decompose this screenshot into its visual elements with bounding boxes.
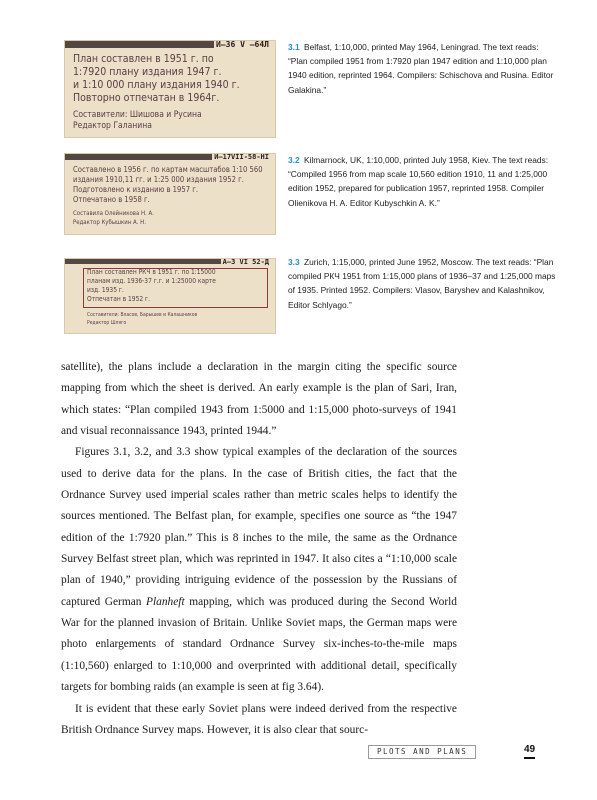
figure-text-line: изд. 1935 г. <box>87 286 124 294</box>
figure-tape <box>65 41 215 48</box>
figure-tape-label: И–36 V –64Л <box>216 40 269 49</box>
caption-number: 3.1 <box>288 42 300 52</box>
body-paragraph-2-part-a: Figures 3.1, 3.2, and 3.3 show typical examples of the declaration of the sources used to derive data for the plans. In the case of British cities, the fact that the Ordnance Survey used imperial scales rather than metric scales helps to identify the sources mentioned. The Belfast plan, for example, specifies one source as “the 1947 edition of the 1:7920 plan.” This is 8 inches to the mile, the same as the Ordnance Survey Belfast street plan, which was reprinted in 1947. It also cites a “1:10,000 scale plan of 1940,” providing intriguing evidence of the possession by the Russians of captured German <box>61 446 457 608</box>
figure-text-line: издания 1910,11 гг. и 1:25 000 издания 1952 г. <box>73 175 244 184</box>
figure-3-1-image <box>64 40 276 138</box>
section-footer-label: PLOTS AND PLANS <box>368 745 476 759</box>
body-paragraph-1: satellite), the plans include a declaration in the margin citing the specific source mapping from which the sheet is derived. An early example is the plan of Sari, Iran, which states: “Plan compiled 1943 from 1:5000 and 1:15,000 photo-surveys of 1941 and visual reconnaissance 1943, printed 1944.” <box>61 361 457 438</box>
figure-3-3-caption <box>288 255 556 312</box>
figure-text-line: планам изд. 1936-37 г.г. и 1:25000 карте <box>87 277 216 285</box>
caption-text: Belfast, 1:10,000, printed May 1964, Leningrad. The text reads: “Plan compiled 1951 from 1:7920 plan 1947 edition and 1:10,000 plan 1940 edition, reprinted 1964. Compilers: Schischova and Rusina. Editor Galakina.” <box>288 42 554 95</box>
figure-text-line: Подготовлено к изданию в 1957 г. <box>73 185 198 194</box>
figure-text-line: План составлен РКЧ в 1951 г. по 1:15000 <box>87 268 216 276</box>
figure-text-line: Составила Олейникова Н. А. <box>73 210 154 217</box>
figure-tape-label: А–3 VI 52-Д <box>222 258 269 266</box>
figure-tape <box>65 259 225 264</box>
figure-text-line: и 1:10 000 плану издания 1940 г. <box>73 79 240 91</box>
figure-text-line: Отпечатан в 1952 г. <box>87 295 151 303</box>
figure-text-line: Редактор Галанина <box>73 121 152 131</box>
figure-3-1-caption <box>288 40 556 97</box>
figure-text-line: Составлено в 1956 г. по картам масштабов 1:10 560 <box>73 165 263 174</box>
figure-text-line: 1:7920 плану издания 1947 г. <box>73 66 222 78</box>
caption-number: 3.2 <box>288 155 300 165</box>
caption-number: 3.3 <box>288 257 300 267</box>
body-paragraph-3: It is evident that these early Soviet plans were indeed derived from the respective British Ordnance Survey maps. However, it is also clear that sourc- <box>61 702 457 736</box>
figure-text-line: Составители: Власов, Барышев и Калашников <box>87 312 198 318</box>
figure-text-line: План составлен в 1951 г. по <box>73 53 214 65</box>
figure-text-line: Редактор Кубышкин А. Н. <box>73 219 146 226</box>
figure-text-line: Повторно отпечатан в 1964г. <box>73 92 220 104</box>
body-paragraph-2-emphasis: Planheft <box>146 595 185 608</box>
caption-text: Zurich, 1:15,000, printed June 1952, Moscow. The text reads: “Plan compiled РКЧ 1951 from 1:15,000 plans of 1936–37 and 1:25,000 maps of 1935. Printed 1952. Compilers: Vlasov, Baryshev and Kalashnikov, Editor Schlyago.” <box>288 257 556 310</box>
page-number <box>524 744 535 755</box>
figure-text-line: Отпечатано в 1958 г. <box>73 195 150 204</box>
figure-tape-label: И–17VII-58-НI <box>214 153 269 161</box>
page-number-text: 49 <box>524 744 536 755</box>
figure-3-2-image <box>64 153 276 235</box>
body-paragraph-2 <box>61 442 457 698</box>
figure-3-2-caption <box>288 153 556 210</box>
figure-tape <box>65 154 225 160</box>
figure-3-3-image <box>64 258 276 334</box>
body-paragraph-2-part-b: mapping, which was produced during the Second World War for the planned invasion of Britain. Unlike Soviet maps, the German maps were photo enlargements of standard Ordnance Survey six-inches-to-the-mile maps (1:10,560) enlarged to 1:10,000 and overprinted with additional detail, specifically targets for bombing raids (an example is seen at fig 3.64). <box>61 595 458 694</box>
body-text <box>61 357 457 741</box>
page-number-underline <box>524 757 535 759</box>
caption-text: Kilmarnock, UK, 1:10,000, printed July 1958, Kiev. The text reads: “Compiled 1956 from map scale 10,560 edition 1910, 11 and 1:25,000 edition 1952, prepared for publication 1957, reprinted 1958. Compiler Olienikova H. A. Editor Kubyschkin A. K.” <box>288 155 549 208</box>
figure-text-line: Составители: Шишова и Русина <box>73 110 202 120</box>
figure-text-line: Редактор Шляго <box>87 320 127 326</box>
